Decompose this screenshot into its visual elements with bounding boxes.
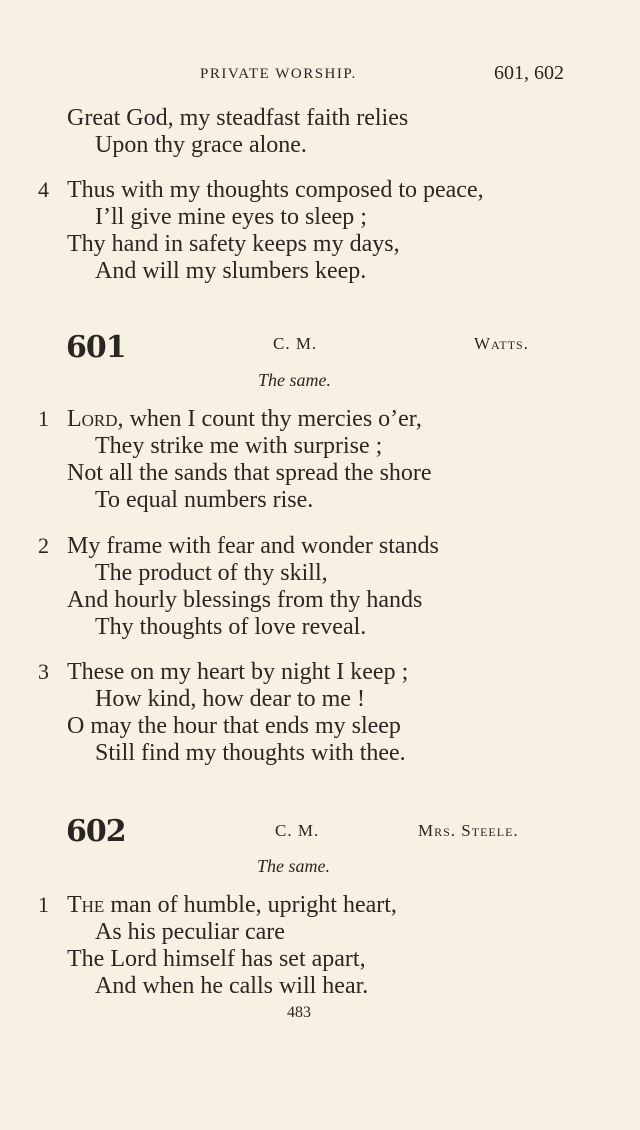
running-head <box>0 62 640 88</box>
verse-line: And when he calls will hear. <box>95 973 369 999</box>
verse-line: Thy thoughts of love reveal. <box>95 614 367 640</box>
verse-line-rest: man of humble, upright heart, <box>104 892 397 918</box>
hymn-subtitle: The same. <box>258 370 331 390</box>
verse-line: The product of thy skill, <box>95 560 328 586</box>
verse-line: O may the hour that ends my sleep <box>67 713 401 739</box>
verse-number: 2 <box>38 533 49 558</box>
verse-line <box>67 891 397 919</box>
running-hymn-numbers: 601, 602 <box>494 62 564 84</box>
verse-line: How kind, how dear to me ! <box>95 686 365 712</box>
verse-line: I’ll give mine eyes to sleep ; <box>95 204 367 230</box>
verse-number: 4 <box>38 177 49 202</box>
verse-line: Still find my thoughts with thee. <box>95 740 406 766</box>
verse-first-word: The <box>67 892 105 918</box>
page-number: 483 <box>287 1004 311 1021</box>
verse-number: 1 <box>38 406 49 431</box>
verse-number: 3 <box>38 659 49 684</box>
hymn-meter: C. M. <box>275 821 320 840</box>
hymn-author: Mrs. Steele. <box>418 821 519 840</box>
verse-line: And hourly blessings from thy hands <box>67 587 423 613</box>
hymn-subtitle: The same. <box>257 856 330 876</box>
hymn-author: Watts. <box>474 334 529 353</box>
verse-first-word: Lord, <box>67 406 124 432</box>
verse-line: The Lord himself has set apart, <box>67 946 366 972</box>
verse-number: 1 <box>38 892 49 917</box>
verse-line: Thy hand in safety keeps my days, <box>67 231 400 257</box>
verse-line-rest: when I count thy mercies o’er, <box>123 406 422 432</box>
verse-line: As his peculiar care <box>95 919 285 945</box>
verse-line: My frame with fear and wonder stands <box>67 533 439 559</box>
verse-line: They strike me with surprise ; <box>95 433 383 459</box>
hymn-number: 601 <box>66 330 126 365</box>
verse-line: To equal numbers rise. <box>95 487 314 513</box>
verse-line: Upon thy grace alone. <box>95 132 307 158</box>
verse-line: These on my heart by night I keep ; <box>67 659 409 685</box>
verse-line <box>67 405 422 433</box>
hymn-meter: C. M. <box>273 334 318 353</box>
verse-line: Great God, my steadfast faith relies <box>67 105 409 131</box>
verse-line: Thus with my thoughts composed to peace, <box>67 177 484 203</box>
verse-line: And will my slumbers keep. <box>95 258 367 284</box>
verse-line: Not all the sands that spread the shore <box>67 460 432 486</box>
running-title: PRIVATE WORSHIP. <box>200 66 357 82</box>
hymn-number: 602 <box>66 814 126 849</box>
